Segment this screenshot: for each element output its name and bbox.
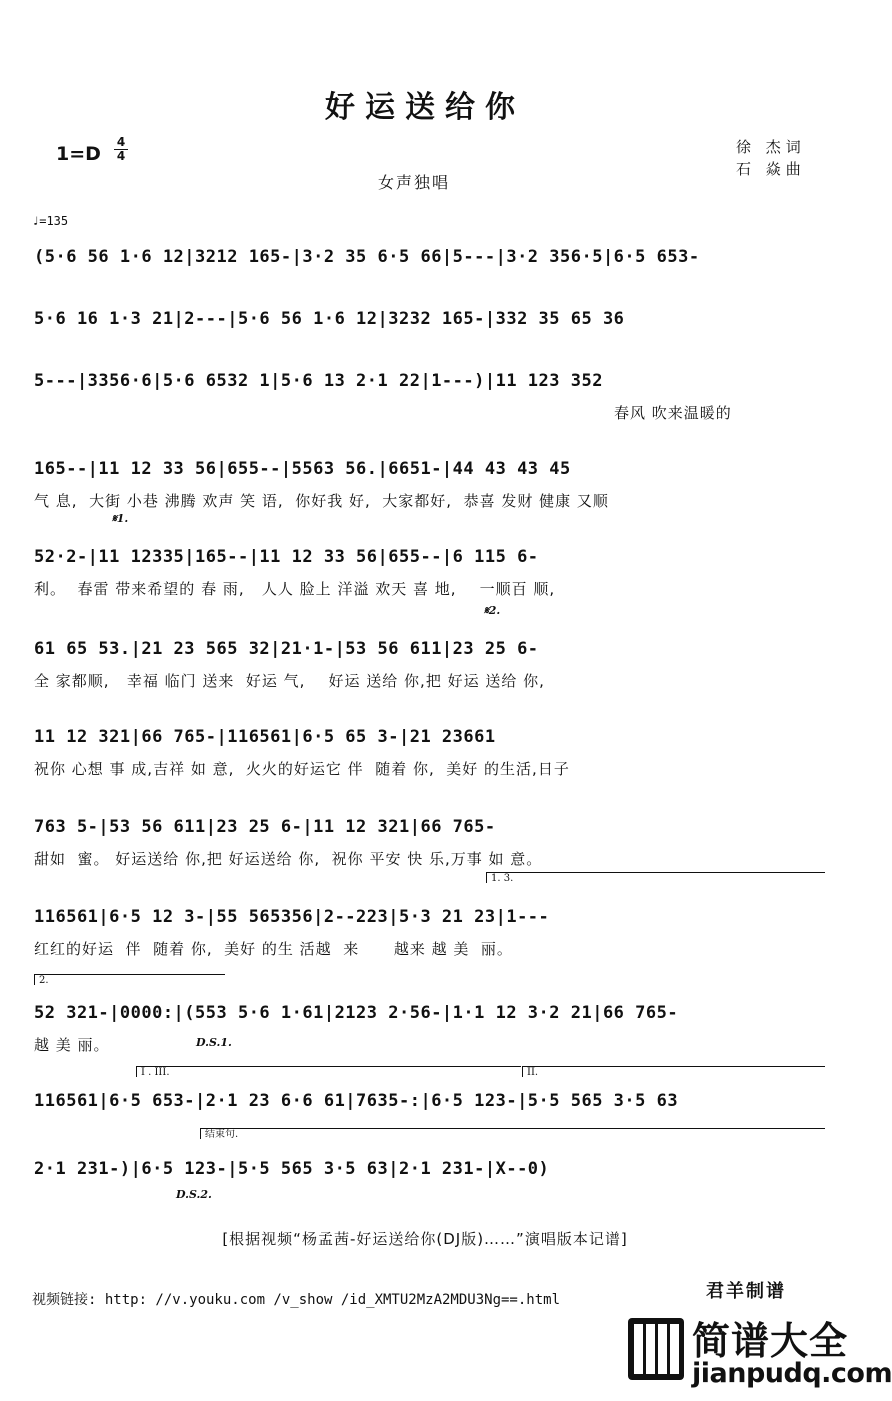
editor-signature: 君羊制谱 bbox=[706, 1281, 786, 1302]
time-signature bbox=[114, 136, 128, 163]
score-row bbox=[34, 902, 824, 984]
lyrics-row-2 bbox=[34, 340, 824, 364]
score-row bbox=[34, 1154, 824, 1236]
notes-row-12: 2·1 231-)|6·5 123-|5·5 565 3·5 63|2·1 231-|X--0) bbox=[34, 1159, 550, 1179]
song-title: 好运送给你 bbox=[325, 90, 525, 125]
score-row bbox=[34, 366, 824, 448]
time-numerator: 4 bbox=[114, 136, 128, 150]
notes-row-8: 763 5-|53 56 611|23 25 6-|11 12 321|66 765- bbox=[34, 817, 496, 837]
lyrics-row-6: 全 家都顺, 幸福 临门 送来 好运 气, 好运 送给 你,把 好运 送给 你, bbox=[34, 672, 545, 690]
score-row bbox=[34, 722, 824, 804]
notes-row-3: 5---|3356·6|5·6 6532 1|5·6 13 2·1 22|1---)|11 123 352 bbox=[34, 371, 603, 391]
volta-ii: II. bbox=[522, 1066, 825, 1077]
lyricist: 徐 杰词 bbox=[736, 138, 806, 156]
video-link[interactable]: 视频链接: http: //v.youku.com /v_show /id_XMTU2MzA2MDU3Ng==.html bbox=[32, 1292, 561, 1308]
lyrics-row-8: 甜如 蜜。 好运送给 你,把 好运送给 你, 祝你 平安 快 乐,万事 如 意。 bbox=[34, 850, 543, 868]
notes-row-7: 11 12 321|66 765-|116561|6·5 65 3-|21 23661 bbox=[34, 727, 496, 747]
notes-row-9: 116561|6·5 12 3-|55 565356|2--223|5·3 21 23|1--- bbox=[34, 907, 550, 927]
lyrics-row-10: 越 美 丽。 bbox=[34, 1036, 110, 1054]
source-note: [根据视频“杨孟茜-好运送给你(DJ版)……”演唱版本记谱] bbox=[222, 1230, 628, 1248]
notes-row-1: (5·6 56 1·6 12|3212 165-|3·2 35 6·5 66|5---|3·2 356·5|6·5 653- bbox=[34, 247, 700, 267]
segno-1-mark: 𝄋1. bbox=[112, 512, 129, 525]
lyrics-row-9: 红红的好运 伴 随着 你, 美好 的生 活越 来 越来 越 美 丽。 bbox=[34, 940, 513, 958]
tempo-marking: ♩=135 bbox=[32, 214, 69, 228]
brand-logo bbox=[628, 1310, 892, 1398]
composer: 石 焱曲 bbox=[736, 160, 806, 178]
volta-1-3: 1. 3. bbox=[486, 872, 825, 883]
key-signature: 1=D bbox=[56, 143, 101, 165]
lyrics-row-1 bbox=[34, 278, 824, 302]
credits bbox=[736, 136, 806, 180]
lyrics-row-12 bbox=[34, 1190, 824, 1214]
lyrics-row-7: 祝你 心想 事 成,吉祥 如 意, 火火的好运它 伴 随着 你, 美好 的生活,日子 bbox=[34, 760, 570, 778]
ds-1-mark: D.S.1. bbox=[196, 1036, 232, 1049]
volta-i-iii: I . III. bbox=[136, 1066, 521, 1077]
notes-row-5: 52·2-|11 12335|165--|11 12 33 56|655--|6 115 6- bbox=[34, 547, 539, 567]
ds-2-mark: D.S.2. bbox=[176, 1188, 212, 1201]
score-row bbox=[34, 454, 824, 536]
brand-url: jianpudq.com bbox=[692, 1358, 892, 1389]
segno-2-mark: 𝄋2. bbox=[484, 604, 501, 617]
notes-row-6: 61 65 53.|21 23 565 32|21·1-|53 56 611|23 25 6- bbox=[34, 639, 539, 659]
piano-keys-icon bbox=[628, 1318, 684, 1380]
volta-2: 2. bbox=[34, 974, 225, 985]
notes-row-11: 116561|6·5 653-|2·1 23 6·6 61|7635-:|6·5 123-|5·5 565 3·5 63 bbox=[34, 1091, 679, 1111]
notes-row-4: 165--|11 12 33 56|655--|5563 56.|6651-|44 43 43 45 bbox=[34, 459, 571, 479]
notes-row-2: 5·6 16 1·3 21|2---|5·6 56 1·6 12|3232 165-|332 35 65 36 bbox=[34, 309, 625, 329]
brand-name: 简谱大全 bbox=[692, 1319, 849, 1363]
lyrics-row-5: 利。 春雷 带来希望的 春 雨, 人人 脸上 洋溢 欢天 喜 地, 一顺百 顺, bbox=[34, 580, 556, 598]
ending-bracket: 结束句. bbox=[200, 1128, 825, 1139]
notes-row-10: 52 321-|0000:|(553 5·6 1·61|2123 2·56-|1·1 12 3·2 21|66 765- bbox=[34, 1003, 679, 1023]
score-row bbox=[34, 542, 824, 624]
performer: 女声独唱 bbox=[378, 173, 451, 192]
time-denominator: 4 bbox=[116, 149, 126, 163]
lyrics-row-3: 春风 吹来温暖的 bbox=[614, 404, 732, 422]
lyrics-row-4: 气 息, 大街 小巷 沸腾 欢声 笑 语, 你好我 好, 大家都好, 恭喜 发财 健康 又顺 bbox=[34, 492, 609, 510]
score-row bbox=[34, 634, 824, 716]
